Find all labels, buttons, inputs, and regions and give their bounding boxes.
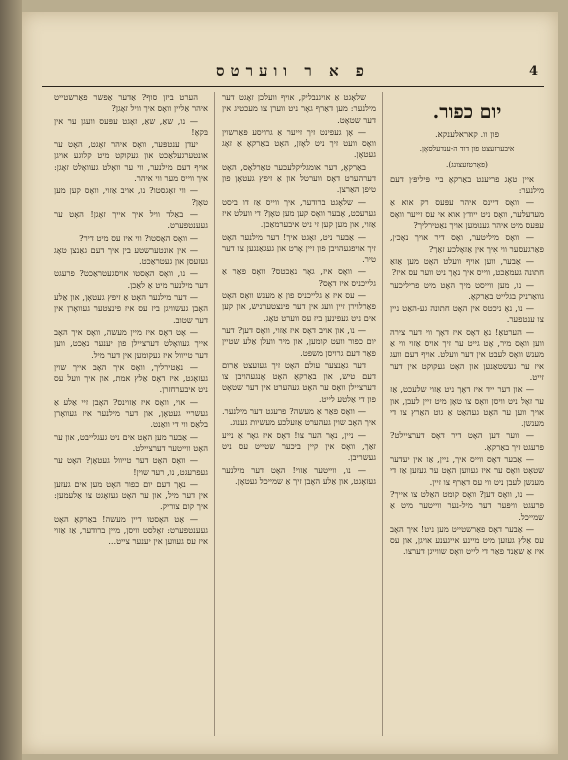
paragraph: יעדן ענטפּער, וואָס איהר זאָגט, האָט ער אונטערגעלאַכט און געקוקט מיט קלוגע אויגן אויף דעם מילנער, ווי ער וואָלט געוואָלט זאָגן: איך ווייס מער ווי איהר. — [54, 139, 208, 184]
article-byline: פון וו. קאראלענקא. — [434, 130, 500, 140]
paragraph: — אָט האָסטו דיין מעשה! באַרקאָ האָט געענטפערט: זאָלסט וויסן, מיין ברודער, אַז אַזוי איז עס געווען אין יענער צייט... — [54, 513, 208, 547]
paragraph: — ניין, נאָר הער צו! דאָס איז גאָר אַ נייע זאַך, וואָס אין קיין ביכער שטייט עס ניט געשריבן. — [222, 429, 376, 463]
paragraph: — וואָס דיינס איהר עפּעס רק אוא אַ מעדעלער, וואָס ניט ייוד׳ן אוא אי עס זייער וואָס עפּעס מיט איהר גענוּמען אויך נאַטירליך? — [390, 197, 544, 231]
page-header — [42, 60, 544, 87]
article-translator: איבערזעצט פון דוד ה-ענדעלסאָן. — [419, 144, 515, 154]
article-continuation-note: (פאָרטזעצונג). — [446, 159, 488, 169]
paragraph: — נו, מען ווייסט מיך האָט מיט פריליכער גוואַרניק בגלייט באַרקאָ. — [390, 279, 544, 301]
paragraph: — נו, נאָ ניכטס אין האָט חתונה גע-האַט ניין צו ענטפער. — [390, 303, 544, 325]
paragraph: — הערטאָ! נאָ דאָס איז דאָך ווי דער צירה ווען וואָס מיר, אָט גייט ער זיך אויס אַזוי ווי אַ מענש וואָס לעבט אין דער וועלט. אויף דעם וועג איז ער געשטאַנען און האָט געקוקט אין דער זייט. — [390, 326, 544, 382]
column-rule — [382, 92, 383, 736]
paragraph: — נו, וואָס דען? וואָס קומט האַלט צו אייך? פרעגט וויפּער דער מיל-נער ווייטער מיט אַ שמייכל. — [390, 488, 544, 522]
paragraph: — עס איז אַ גלייכניס פון אַ מענש וואָס האָט פאַרלוירן זיין וועג אין דער פינצטערניש, און קען אים ניט געפינען ביז עס ווערט טאָג. — [222, 290, 376, 323]
binding-shadow — [0, 0, 22, 760]
paragraph: — וואָס האָסטו? ווי איז עס מיט דיר? — [79, 232, 198, 243]
paragraph: — אַבער ניט, זאָגט איך! דער מילנער האָט זיך אויפגעהויבן פון זיין אָרט און געגאַנגען צו דער טיר. — [222, 231, 376, 265]
paragraph: — אַבער דאָס פאַרשטייט מען ניט! איך האָב עס אַלץ געזען מיט מיינע אייגענע אויגן, און עס איז אַ שאַנד פאַר די לייט וואָס שווייגן דערצו. — [390, 523, 544, 557]
paragraph: — אין אונטערשטע בין איך דעם גאַנצן טאָג געזעסן און געטראַכט. — [54, 244, 208, 267]
paragraph: — נו, ווייטער אַזוי! האָט דער מילנער געזאָגט, און אַלע האָבן זיך אַ שמייכל געטאָן. — [222, 464, 376, 486]
paragraph: שלאָגט אַ אויגנבליק, אויף וועלכן זאָגט דער מילנער: מען דאַרף גאָר ניט ווערן צו מעכטיג אין דער שטאָט. — [222, 92, 376, 125]
paragraph: — נו, שאַ, שאַ, זאָגט עפּעס וועגן ער אין בּקאָ! — [54, 115, 208, 137]
paragraph: — אָן געפינט זיך זייער אַ גרויסע פּאַרשוין וואָס וועט זיך ניט לאָזן, האָט באַרקאָ אַ זאָג געטאָן. — [222, 126, 376, 160]
paragraph: איין טאָג פריענט באַרקאָ ביי פּיליפּ׳ן דעם מילנער: — [390, 173, 544, 196]
paragraph: — אוי, וואָס איז אַזוינס? האָבן זיי אַלע אַ געשריי געטאָן, און דער מילנער איז געוואָרן בלאַס ווי די וואַנט. — [54, 396, 208, 430]
column-1 — [390, 92, 544, 736]
article-columns — [42, 92, 544, 736]
column-2 — [222, 92, 376, 736]
paragraph: — וואָס מיליטער, ואָס דיר אויך נאָכ׳ן, פאַרגעסער ווי אִיך אין אַזאָלכע זאַך? — [390, 232, 544, 254]
newspaper-page — [22, 12, 558, 754]
paragraph: באַרקאָ, דער אומגליקלעכער טאַרלאָס, האָט דערהערט דאָס ווערטל און אַ זיפץ געטאָן פון טיפן האַרצן. — [222, 161, 376, 195]
paragraph: — אָט דאָס איז מיין מעשה, וואָס איך האָב אייך געוואָלט דערציילן פון יענער נאַכט, ווען דער טייוול איז געקומען אין דער מיל. — [54, 326, 208, 360]
column-rule — [214, 92, 215, 736]
paragraph: — שלאָגט ברודער, איך ווייס אַז דו ביסט גערעכט, אָבער וואָס קען מען טאָן? די וועלט איז אַזוי, און מען קען זי ניט איבערמאַכן. — [222, 196, 376, 230]
column-3-text — [54, 92, 208, 548]
paragraph: — און דער ייד איז דאָך ניט אַזוי שלעכט, אַז ער זאָל ניט וויסן וואָס צו טאָן מיט זיין לעבן, און אויך ווען ער האָט געהאַט אַ גוט האַרץ צו די מענשן. — [390, 384, 544, 429]
paragraph: — נאָך דעם יום כפור האָט מען אים געזען אין דער מיל, און ער האָט געזאָגט צו אַלעמען: איך קום צוריק. — [54, 478, 208, 512]
column-1-text — [390, 174, 544, 558]
paragraph: — אַבער, ווען אויף וועלט האָט מען אַזאַ חתונה געמאַכט, ווייס איך נאָך ניט ווער עס איז? — [390, 255, 544, 278]
paragraph: — וואָס איז, גאָר נאַכטס? וואָס פאַר אַ גלייכניס איז דאָס? — [222, 266, 376, 288]
paragraph: הערט ביזן סוף? אַדער אַפשר פאַרשטייט איהר אַליין וואָס איך וויל זאָגן? — [54, 92, 208, 114]
masthead: פ א ר ווערטס — [216, 62, 370, 80]
column-2-text — [222, 92, 376, 487]
paragraph: — באַלד וויל איך אייך זאָגן! האָט ער געענטפערט. — [54, 208, 208, 231]
paragraph: — ווער דען האָט דיר דאָס דערציילט? פרעגט זיך באַרקאָ. — [390, 430, 544, 452]
paragraph: — ווי זאָגסטו? נו, אויב אַזוי, וואָס קען מען טאָן? — [54, 185, 208, 207]
page-number: 4 — [528, 64, 538, 79]
paragraph: — נו, און אויב דאָס איז אַזוי, וואָס דען? דער יום כפור וועט קומען, און מיר וועלן אַלע שטיין פאַר דעם גרויסן משפט. — [222, 324, 376, 358]
paragraph: דער גאַנצער עולם האָט זיך געזעצט אַרום דעם טיש, און באַרקאָ האָט אָנגעהויבן צו דערציילן וואָס ער האָט געהערט אין דער שטאָט פון די אַלטע לייט. — [222, 359, 376, 404]
article-title: יום כפור. — [432, 101, 502, 123]
paragraph: — וואָס פאַר אַ מעשה? פרעגט דער מילנער. איך האָב שוין געהערט אַזעלכע מעשיות גענוג. — [222, 406, 376, 428]
paragraph: — נאַטירליך, וואָס איך האָב אייך שוין געזאָגט, איז דאָס אַלץ אמת, און איך וועל עס ניט איבערחזרן. — [54, 361, 208, 395]
paragraph: — אַבער מען האָט אים ניט געגלייבט, און ער האָט ווייטער דערציילט. — [54, 431, 208, 453]
paragraph: — נו, וואָס האָסטו אויסגעטראַכט? פרעגט דער מילנער מיט אַ לאַכן. — [54, 268, 208, 290]
paragraph: — אַבער דאָס ווייס איך, ניין, אַז אין יעדער שטאָט וואָס ער איז געווען האָט ער געזען אַז די מענשן לעבן ניט ווי עס דאַרף צו זיין. — [390, 454, 544, 487]
paragraph: — וואָס האָט דער טייוול געטאָן? האָט ער געפרעגט, נו, רעד שוין! — [54, 455, 208, 477]
paragraph: — דער מילנער האָט אַ זיפץ געטאָן, און אַלע האָבן געשוויגן ביז עס איז פינצטער געוואָרן אין דער שטוב. — [54, 292, 208, 325]
column-3 — [54, 92, 208, 736]
